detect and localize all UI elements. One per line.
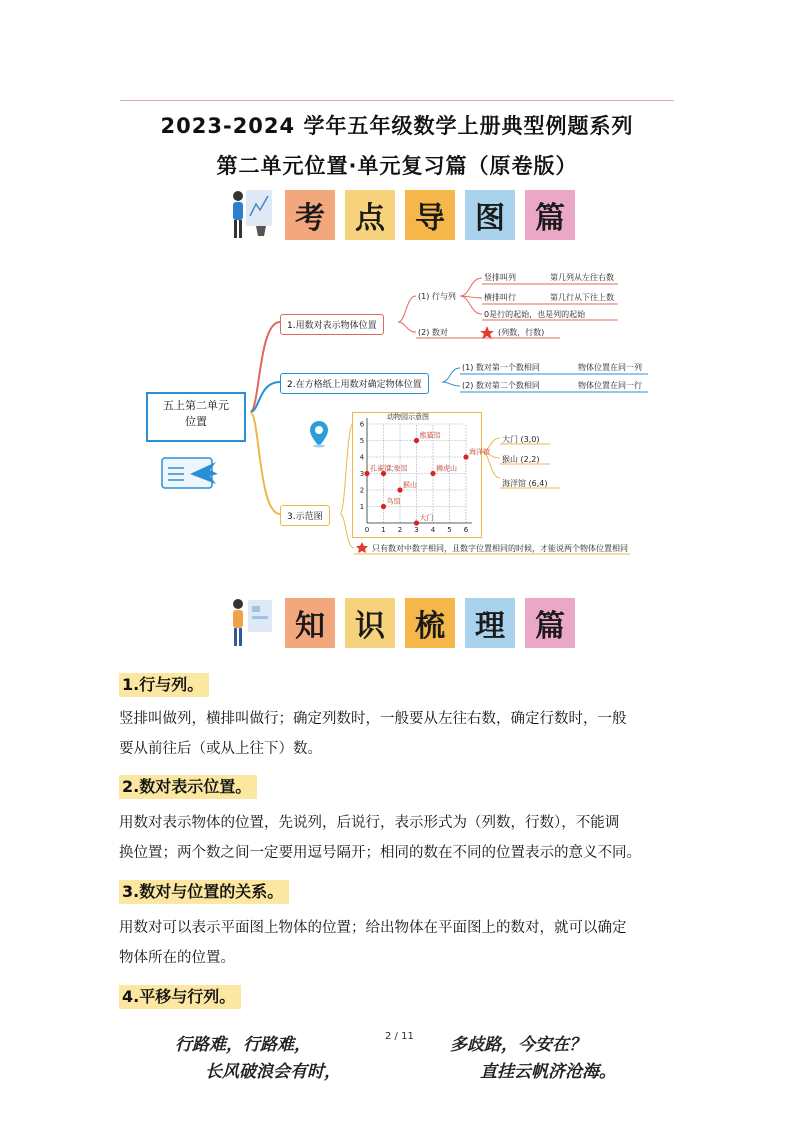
grid-point-label: 鸟馆 (386, 497, 401, 506)
branch-1-item-2-left: 横排叫行 (484, 293, 516, 302)
grid-point (397, 487, 402, 492)
branch-1-item-1-left: 竖排叫列 (484, 273, 516, 282)
grid-point-label: 熊猫馆 (419, 431, 441, 440)
banner-tile-5: 篇 (525, 190, 575, 240)
grid-point-label: 大象馆 (386, 464, 408, 473)
banner-kaodian-daotu (285, 190, 575, 240)
zoo-grid-map (352, 412, 490, 538)
y-tick-label: 6 (359, 420, 365, 429)
grid-point (414, 520, 419, 525)
x-tick-label: 4 (430, 526, 436, 534)
grid-point (364, 471, 369, 476)
branch-2-item-2-right: 物体位置在同一行 (578, 381, 642, 390)
grid-point-label: 猴山 (403, 481, 417, 489)
location-pin-icon (308, 420, 330, 452)
section-1-line-1: 竖排叫做列，横排叫做行；确定列数时，一般要从左往右数，确定行数时，一般 (119, 711, 627, 727)
branch-2-item-1-left: (1) 数对第一个数相同 (462, 363, 540, 372)
top-rule (120, 100, 674, 101)
section-3-line-2: 物体所在的位置。 (119, 950, 235, 966)
section-2-heading: 2.数对表示位置。 (119, 775, 257, 799)
grid-point-label: 大门 (419, 514, 434, 522)
branch-1-note: 0是行的起始，也是列的起始 (484, 310, 586, 319)
branch-2-item-2-left: (2) 数对第二个数相同 (462, 381, 540, 390)
branch-3-note: 只有数对中数字相同，且数字位置相同的时候，才能说两个物体位置相同 (372, 544, 628, 553)
banner-person-illustration-2 (228, 594, 274, 654)
footer-poem-left-2: 长风破浪会有时， (205, 1062, 341, 1082)
x-tick-label: 3 (414, 526, 419, 534)
footer-poem-left-1: 行路难，行路难， (175, 1035, 311, 1055)
branch-2-item-1-right: 物体位置在同一列 (578, 363, 642, 372)
footer-poem-right-1: 多歧路，今安在？ (450, 1035, 586, 1055)
x-tick-label: 1 (381, 526, 386, 534)
banner2-tile-2: 识 (345, 598, 395, 648)
banner-zhishi-shuli (285, 598, 575, 648)
grid-point (414, 438, 419, 443)
y-tick-label: 2 (359, 486, 365, 495)
branch-3-item-2: 猴山 (2,2) (502, 455, 540, 464)
y-tick-label: 4 (359, 453, 365, 462)
section-4-heading: 4.平移与行列。 (119, 985, 241, 1009)
branch-1-item-2-right: 第几行从下往上数 (550, 293, 614, 302)
mind-map (140, 262, 660, 562)
document-title: 2023-2024 学年五年级数学上册典型例题系列 (160, 114, 634, 138)
y-tick-label: 5 (359, 437, 365, 445)
branch-3-item-1: 大门 (3,0) (502, 435, 540, 444)
section-3-heading: 3.数对与位置的关系。 (119, 880, 289, 904)
x-tick-label: 2 (397, 526, 403, 534)
section-2-body (119, 808, 679, 868)
banner-tile-4: 图 (465, 190, 515, 240)
y-tick-label: 1 (359, 503, 365, 511)
banner2-tile-5: 篇 (525, 598, 575, 648)
section-1-line-2: 要从前往后（或从上往下）数。 (119, 741, 322, 757)
branch-1-sub-1: (1) 行与列 (418, 292, 456, 301)
footer-poem-right-2: 直挂云帆济沧海。 (480, 1062, 616, 1082)
airplane-ticket-icon (160, 454, 220, 494)
branch-1-sub-2-value: (列数，行数) (498, 328, 545, 337)
section-3-line-1: 用数对可以表示平面图上物体的位置；给出物体在平面图上的数对，就可以确定 (119, 920, 627, 936)
banner2-tile-4: 理 (465, 598, 515, 648)
grid-point-label: 孔雀馆 (370, 464, 391, 473)
document-subtitle: 第二单元位置·单元复习篇（原卷版） (216, 154, 578, 178)
section-3-body (119, 913, 679, 973)
branch-1-item-1-right: 第几列从左往右数 (550, 273, 614, 282)
grid-point-label: 海洋馆 (469, 448, 490, 456)
banner2-tile-3: 梳 (405, 598, 455, 648)
banner-tile-3: 导 (405, 190, 455, 240)
grid-point (381, 504, 386, 509)
grid-title: 动物园示意图 (387, 413, 429, 421)
branch-3-box: 3.示范图 (280, 505, 330, 526)
branch-1-box: 1.用数对表示物体位置 (280, 314, 384, 335)
banner-person-illustration-1 (228, 186, 274, 246)
star-icon (356, 542, 368, 553)
x-tick-label: 6 (463, 526, 469, 534)
branch-1-sub-2: (2) 数对 (418, 328, 448, 337)
x-tick-label: 5 (447, 526, 452, 534)
star-icon (480, 326, 494, 339)
section-1-heading: 1.行与列。 (119, 673, 209, 697)
banner-tile-2: 点 (345, 190, 395, 240)
grid-point (463, 454, 468, 459)
grid-point-label: 狮虎山 (436, 464, 457, 473)
mind-map-root: 五上第二单元 位置 (146, 392, 246, 442)
banner-tile-1: 考 (285, 190, 335, 240)
section-2-line-1: 用数对表示物体的位置，先说列，后说行，表示形式为（列数，行数），不能调 (119, 815, 620, 831)
y-tick-label: 3 (359, 470, 365, 478)
branch-2-box: 2.在方格纸上用数对确定物体位置 (280, 373, 429, 394)
banner2-tile-1: 知 (285, 598, 335, 648)
grid-point (430, 471, 435, 476)
branch-3-item-3: 海洋馆 (6,4) (502, 479, 548, 488)
x-tick-label: 0 (364, 526, 370, 534)
page-number: 2 / 11 (385, 1031, 414, 1042)
section-2-line-2: 换位置；两个数之间一定要用逗号隔开；相同的数在不同的位置表示的意义不同。 (119, 845, 641, 861)
grid-svg (353, 413, 490, 537)
section-1-body (119, 704, 679, 764)
